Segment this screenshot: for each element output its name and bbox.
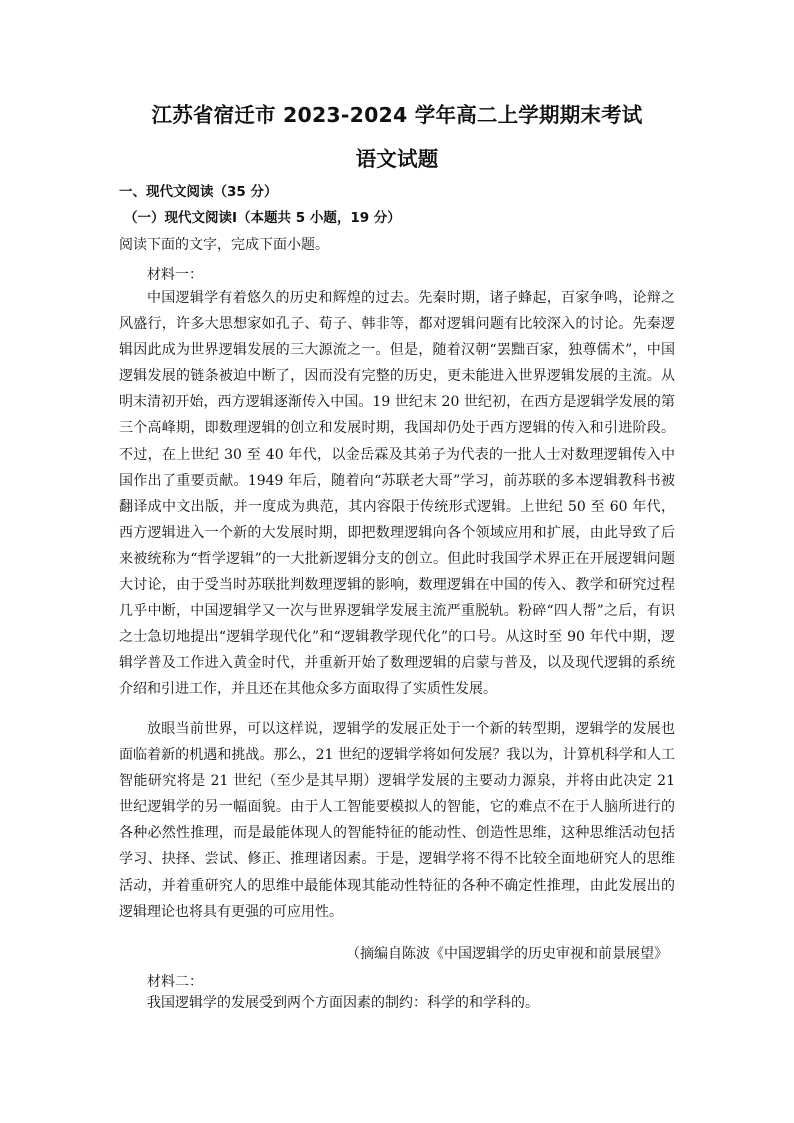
material-one-label: 材料一： — [147, 267, 203, 283]
paragraph-text: 我国逻辑学的发展受到两个方面因素的制约：科学的和学科的。 — [147, 995, 539, 1011]
instruction-text: 阅读下面的文字，完成下面小题。 — [119, 237, 329, 253]
material-one-paragraph-1 — [119, 285, 675, 703]
paragraph-text: 中国逻辑学有着悠久的历史和辉煌的过去。先秦时期，诸子蜂起，百家争鸣，论辩之风盛行，许多大思想家如孔子、荀子、韩非等，都对逻辑问题有比较深入的讨论。先秦逻辑因此成为世界逻辑发展的三大源流之一。但是，随着汉朝“罢黜百家，独尊儒术”，中国逻辑发展的链条被迫中断了，因而没有完整的历史，更未能进入世界逻辑发展的主流。从明末清初开始，西方逻辑逐渐传入中国。19 世纪末 20 世纪初，在西方是逻辑学发展的第三个高峰期，即数理逻辑的创立和发展时期，我国却仍处于西方逻辑的传入和引进阶段。不过，在上世纪 30 至 40 年代，以金岳霖及其弟子为代表的一批人士对数理逻辑传入中国作出了重要贡献。1949 年后，随着向“苏联老大哥”学习，前苏联的多本逻辑教科书被翻译成中文出版，并一度成为典范，其内容限于传统形式逻辑。上世纪 50 至 60 年代，西方逻辑进入一个新的大发展时期，即把数理逻辑向各个领域应用和扩展，由此导致了后来被统称为“哲学逻辑”的一大批新逻辑分支的创立。但此时我国学术界正在开展逻辑问题大讨论，由于受当时苏联批判数理逻辑的影响，数理逻辑在中国的传入、教学和研究过程几乎中断，中国逻辑学又一次与世界逻辑学发展主流严重脱轨。粉碎“四人帮”之后，有识之士急切地提出“逻辑学现代化”和“逻辑教学现代化”的口号。从这时至 90 年代中期，逻辑学普及工作进入黄金时代，并重新开始了数理逻辑的启蒙与普及，以及现代逻辑的系统介绍和引进工作，并且还在其他众多方面取得了实质性发展。 — [119, 290, 675, 698]
material-one-source: （摘编自陈波《中国逻辑学的历史审视和前景展望》 — [346, 946, 668, 962]
material-two-label: 材料二： — [147, 974, 203, 990]
paragraph-text: 放眼当前世界，可以这样说，逻辑学的发展正处于一个新的转型期，逻辑学的发展也面临着新的机遇和挑战。那么，21 世纪的逻辑学将如何发展？我以为，计算机科学和人工智能研究将是 21 世纪（至少是其早期）逻辑学发展的主要动力源泉，并将由此决定 21 世纪逻辑学的另一幅面貌。由于人工智能要模拟人的智能，它的难点不在于人脑所进行的各种必然性推理，而是最能体现人的智能特征的能动性、创造性思维，这种思维活动包括学习、抉择、尝试、修正、推理诸因素。于是，逻辑学将不得不比较全面地研究人的思维活动，并着重研究人的思维中最能体现其能动性特征的各种不确定性推理，由此发展出的逻辑理论也将具有更强的可应用性。 — [119, 721, 675, 920]
subsection-heading: （一）现代文阅读Ⅰ（本题共 5 小题，19 分） — [124, 210, 401, 226]
document-title: 江苏省宿迁市 2023-2024 学年高二上学期期末考试 — [151, 103, 643, 127]
section-heading: 一、现代文阅读（35 分） — [119, 184, 278, 200]
document-subtitle: 语文试题 — [355, 147, 439, 171]
material-one-paragraph-2 — [119, 716, 675, 925]
material-two-paragraph-1 — [119, 990, 675, 1016]
